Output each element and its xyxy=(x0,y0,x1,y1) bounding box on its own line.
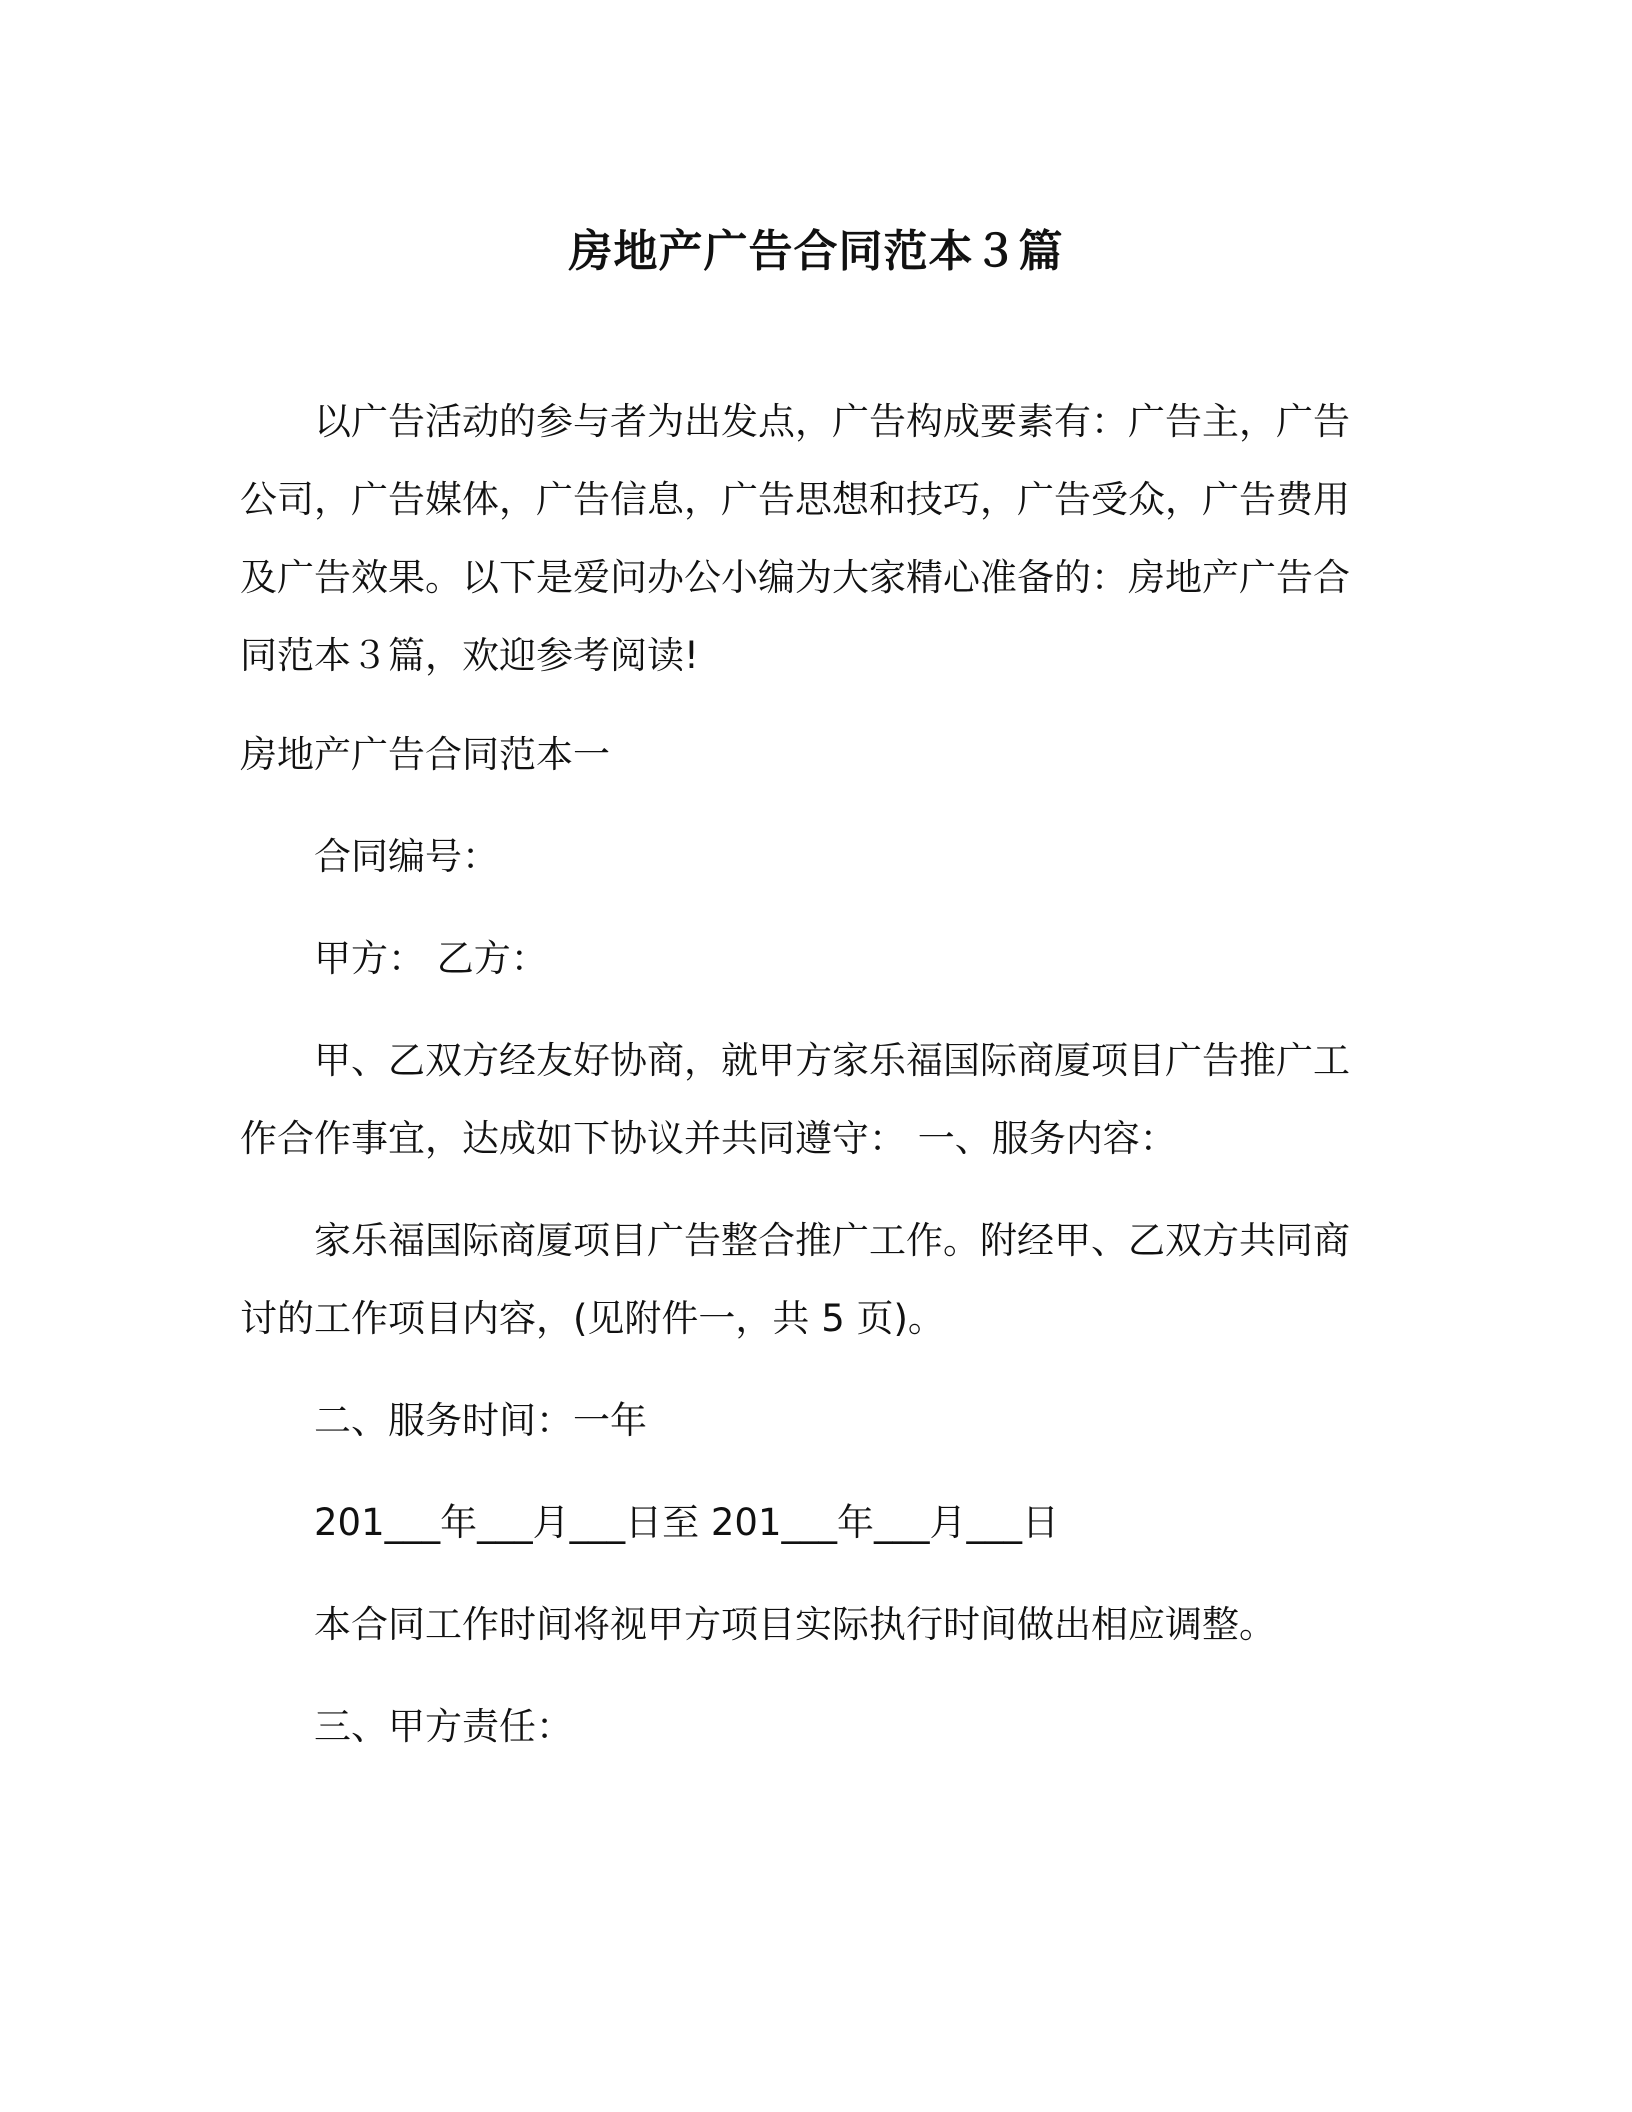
agreement-paragraph: 甲、乙双方经友好协商，就甲方家乐福国际商厦项目广告推广工作合作事宜，达成如下协议并共同遵守： 一、服务内容： xyxy=(240,1039,1350,1160)
adjustment-note: 本合同工作时间将视甲方项目实际执行时间做出相应调整。 xyxy=(314,1603,1276,1646)
document-title: 房地产广告合同范本３篇 xyxy=(568,226,1064,277)
service-content-paragraph: 家乐福国际商厦项目广告整合推广工作。附经甲、乙双方共同商讨的工作项目内容，(见附件一，共 5 页)。 xyxy=(240,1219,1350,1340)
parties-line: 甲方： 乙方： xyxy=(314,937,548,980)
section-heading: 房地产广告合同范本一 xyxy=(240,733,610,776)
intro-paragraph: 以广告活动的参与者为出发点，广告构成要素有：广告主，广告公司，广告媒体，广告信息，广告思想和技巧，广告受众，广告费用及广告效果。以下是爱问办公小编为大家精心准备的：房地产广告合同范本３篇，欢迎参考阅读! xyxy=(240,400,1350,677)
date-range-line: 201___年___月___日至 201___年___月___日 xyxy=(314,1501,1060,1544)
contract-number-label: 合同编号： xyxy=(314,835,499,878)
party-a-duty-heading: 三、甲方责任： xyxy=(314,1705,573,1748)
service-time-line: 二、服务时间：一年 xyxy=(314,1399,647,1442)
